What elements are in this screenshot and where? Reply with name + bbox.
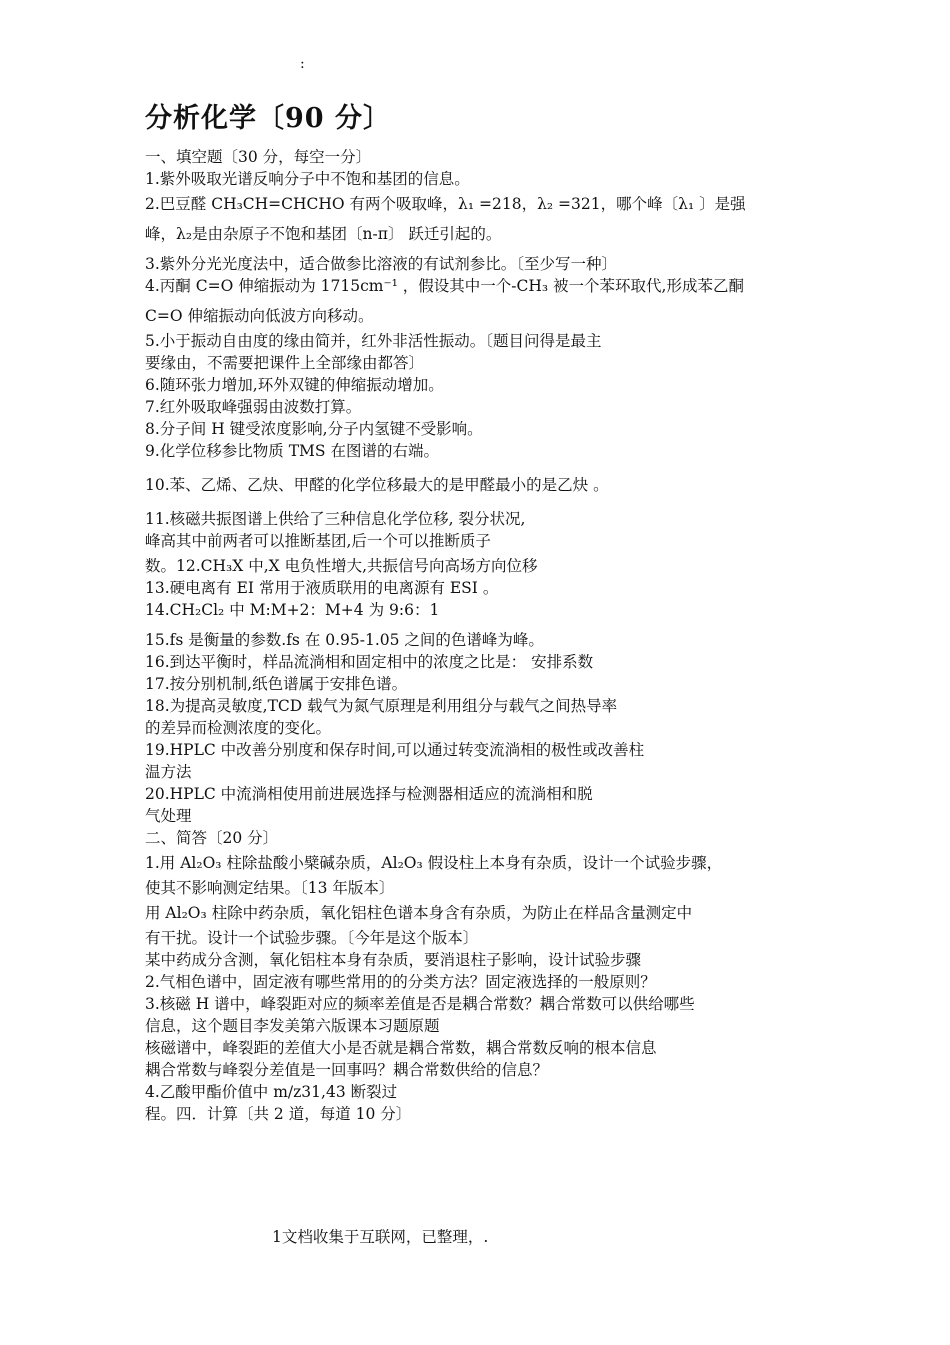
- question-line: 1.紫外吸取光谱反响分子中不饱和基团的信息。: [145, 170, 470, 188]
- question-line: 气处理: [145, 807, 192, 825]
- question-line: 5.小于振动自由度的缘由简并，红外非活性振动。〔题目问得是最主: [145, 332, 602, 350]
- question-line: 用 Al₂O₃ 柱除中药杂质，氧化铝柱色谱本身含有杂质，为防止在样品含量测定中: [145, 904, 693, 922]
- question-line: 2.巴豆醛 CH₃CH=CHCHO 有两个吸取峰，λ₁ =218，λ₂ =321，哪个峰〔λ₁ 〕是强: [145, 195, 746, 213]
- document-body: [145, 146, 835, 1125]
- question-line: 20.HPLC 中流淌相使用前进展选择与检测器相适应的流淌相和脱: [145, 785, 593, 803]
- question-line: 15.fs 是衡量的参数.fs 在 0.95-1.05 之间的色谱峰为峰。: [145, 631, 544, 649]
- question-line: 16.到达平衡时，样品流淌相和固定相中的浓度之比是： 安排系数: [145, 653, 594, 671]
- question-line: 程。四．计算〔共 2 道，每道 10 分〕: [145, 1105, 412, 1123]
- question-line: 核磁谱中，峰裂距的差值大小是否就是耦合常数，耦合常数反响的根本信息: [145, 1039, 657, 1057]
- question-line: 7.红外吸取峰强弱由波数打算。: [145, 398, 362, 416]
- question-line: 4.丙酮 C=O 伸缩振动为 1715cm⁻¹ ，假设其中一个-CH₃ 被一个苯环取代,形成苯乙酮: [145, 277, 744, 295]
- question-line: 9.化学位移参比物质 TMS 在图谱的右端。: [145, 442, 439, 460]
- question-line: 3.紫外分光光度法中，适合做参比溶液的有试剂参比。〔至少写一种〕: [145, 255, 618, 273]
- question-line: 温方法: [145, 763, 192, 781]
- question-line: 4.乙酸甲酯价值中 m/z31,43 断裂过: [145, 1083, 398, 1101]
- question-line: 信息，这个题目李发美第六版课本习题原题: [145, 1017, 440, 1035]
- section-heading-fill-blank: 一、填空题〔30 分，每空一分〕: [145, 148, 372, 166]
- question-line: 有干扰。设计一个试验步骤。〔今年是这个版本〕: [145, 929, 479, 947]
- header-colon: :: [300, 56, 305, 72]
- question-line: 的差异而检测浓度的变化。: [145, 719, 332, 737]
- question-line: 14.CH₂Cl₂ 中 M:M+2：M+4 为 9:6：1: [145, 601, 440, 619]
- section-heading-short-answer: 二、简答〔20 分〕: [145, 829, 279, 847]
- question-line: 峰高其中前两者可以推断基团,后一个可以推断质子: [145, 532, 491, 550]
- page-footer: 1文档收集于互联网，已整理，.: [272, 1228, 489, 1246]
- question-line: 19.HPLC 中改善分别度和保存时间,可以通过转变流淌相的极性或改善柱: [145, 741, 645, 759]
- question-line: 峰，λ₂是由杂原子不饱和基团〔n-π〕 跃迁引起的。: [145, 225, 502, 243]
- question-line: 17.按分别机制,纸色谱属于安排色谱。: [145, 675, 408, 693]
- question-line: 18.为提高灵敏度,TCD 载气为氮气原理是利用组分与载气之间热导率: [145, 697, 618, 715]
- question-line: 耦合常数与峰裂分差值是一回事吗？耦合常数供给的信息？: [145, 1061, 549, 1079]
- question-line: 13.硬电离有 EI 常用于液质联用的电离源有 ESI 。: [145, 579, 499, 597]
- question-line: 11.核磁共振图谱上供给了三种信息化学位移, 裂分状况,: [145, 510, 526, 528]
- question-line: 6.随环张力增加,环外双键的伸缩振动增加。: [145, 376, 444, 394]
- question-line: 10.苯、乙烯、乙炔、甲醛的化学位移最大的是甲醛最小的是乙炔 。: [145, 476, 609, 494]
- question-line: 3.核磁 H 谱中，峰裂距对应的频率差值是否是耦合常数？耦合常数可以供给哪些: [145, 995, 695, 1013]
- question-line: 8.分子间 H 键受浓度影响,分子内氢键不受影响。: [145, 420, 483, 438]
- question-line: 数。12.CH₃X 中,X 电负性增大,共振信号向高场方向位移: [145, 557, 538, 575]
- question-line: 2.气相色谱中，固定液有哪些常用的的分类方法？固定液选择的一般原则？: [145, 973, 656, 991]
- question-line: 要缘由，不需要把课件上全部缘由都答〕: [145, 354, 425, 372]
- question-line: 某中药成分含测，氧化铝柱本身有杂质，要消退柱子影响，设计试验步骤: [145, 951, 642, 969]
- question-line: 使其不影响测定结果。〔13 年版本〕: [145, 879, 395, 897]
- question-line: 1.用 Al₂O₃ 柱除盐酸小檗碱杂质，Al₂O₃ 假设柱上本身有杂质，设计一个试验步骤，: [145, 854, 723, 872]
- page-title: 分析化学〔90 分〕: [145, 103, 391, 134]
- question-line: C=O 伸缩振动向低波方向移动。: [145, 307, 374, 325]
